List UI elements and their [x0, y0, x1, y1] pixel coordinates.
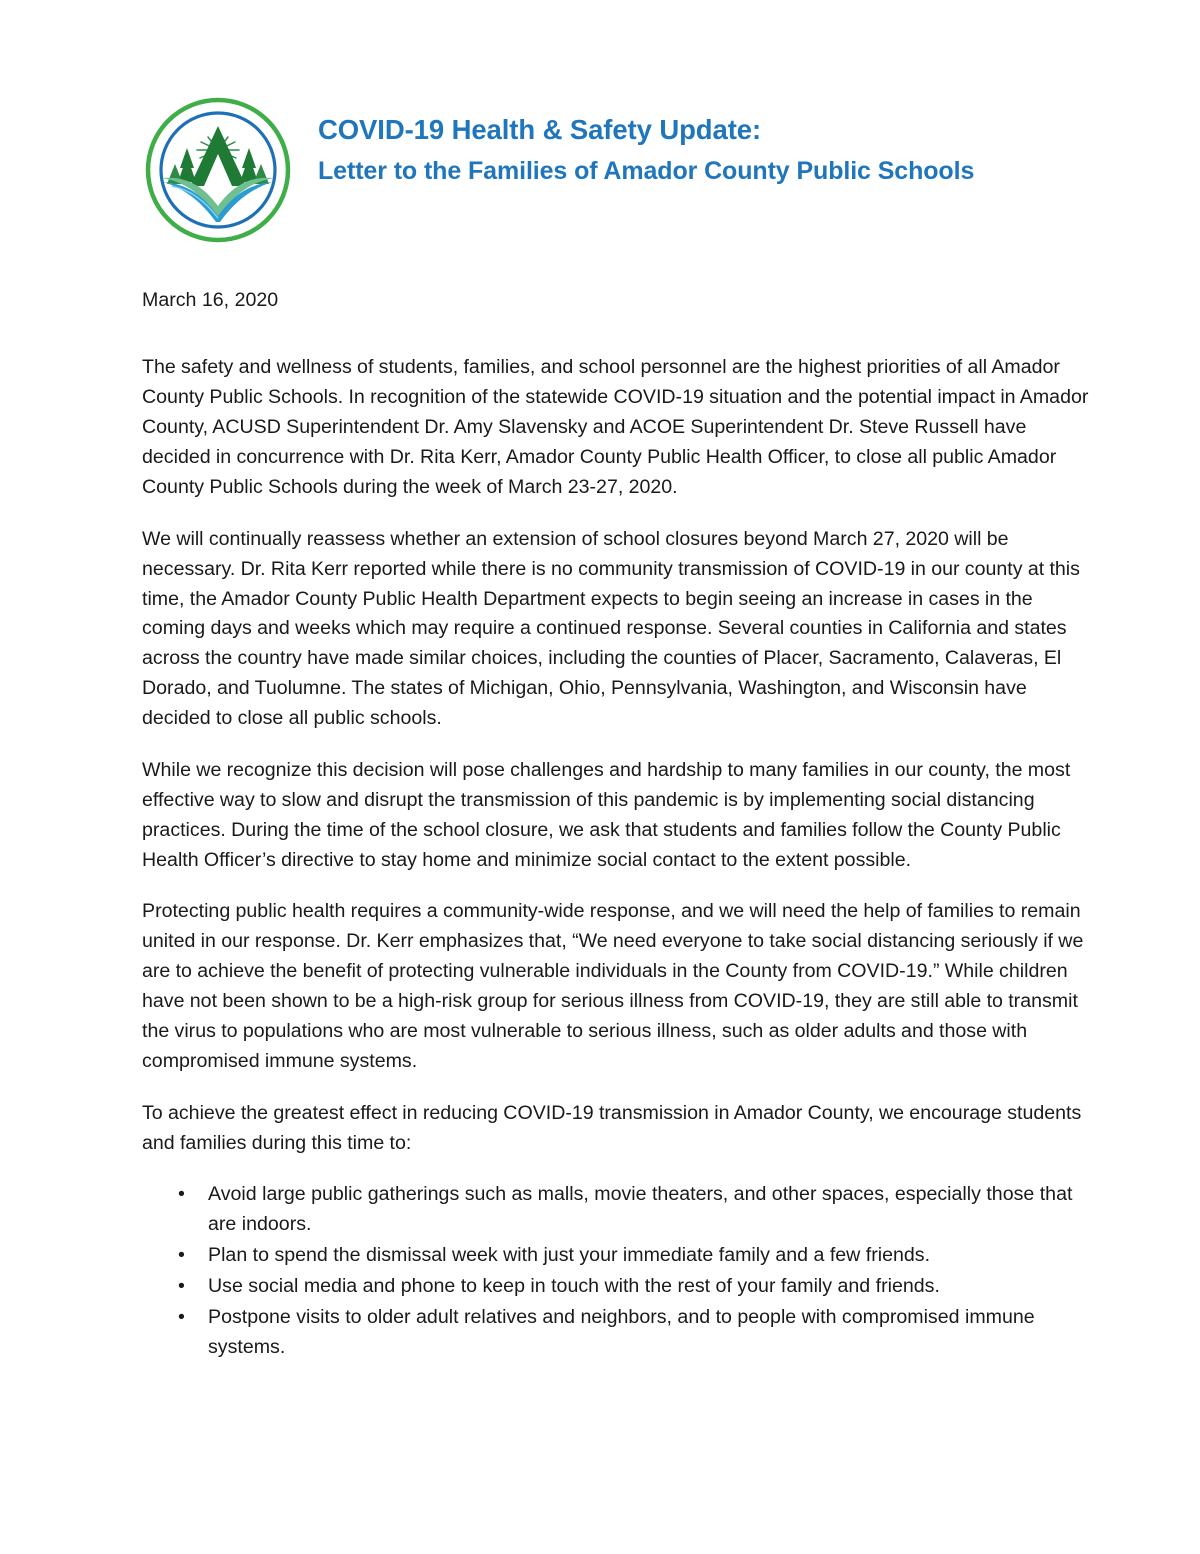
- letter-body: [142, 286, 1092, 1364]
- list-item: [142, 1241, 1092, 1271]
- paragraph-5: To achieve the greatest effect in reducing COVID-19 transmission in Amador County, we encourage students and families during this time to:: [142, 1101, 1082, 1154]
- bullet-icon: •: [178, 1275, 185, 1298]
- bullet-icon: •: [178, 1305, 185, 1328]
- bullet-icon: •: [178, 1183, 185, 1206]
- letter-date: March 16, 2020: [142, 289, 279, 311]
- amador-county-schools-logo: [142, 94, 294, 246]
- letterhead-header: [142, 90, 1092, 255]
- list-item-label: Use social media and phone to keep in touch with the rest of your family and friends.: [208, 1275, 940, 1298]
- list-item-label: Avoid large public gatherings such as malls, movie theaters, and other spaces, especially those that are indoors.: [208, 1183, 1073, 1236]
- page-title-primary: COVID-19 Health & Safety Update:: [318, 114, 762, 145]
- list-item: [142, 1303, 1092, 1363]
- recommendations-list: [142, 1180, 1092, 1362]
- list-item: [142, 1272, 1092, 1302]
- bullet-icon: •: [178, 1244, 185, 1267]
- page-title-secondary: Letter to the Families of Amador County Public Schools: [318, 157, 975, 186]
- list-item-label: Postpone visits to older adult relatives and neighbors, and to people with compromised immune systems.: [208, 1305, 1035, 1358]
- list-item-label: Plan to spend the dismissal week with just your immediate family and a few friends.: [208, 1244, 931, 1267]
- paragraph-4: Protecting public health requires a community-wide response, and we will need the help of families to remain united in our response. Dr. Kerr emphasizes that, “We need everyone to take social distancing seriously if we are to achieve the benefit of protecting vulnerable individuals in the County from COVID-19.” While children have not been shown to be a high-risk group for serious illness from COVID-19, they are still able to transmit the virus to populations who are most vulnerable to serious illness, such as older adults and those with compromised immune systems.: [142, 900, 1084, 1072]
- paragraph-1: The safety and wellness of students, families, and school personnel are the highest priorities of all Amador County Public Schools. In recognition of the statewide COVID-19 situation and the potential impact in Amador County, ACUSD Superintendent Dr. Amy Slavensky and ACOE Superintendent Dr. Steve Russell have decided in concurrence with Dr. Rita Kerr, Amador County Public Health Officer, to close all public Amador County Public Schools during the week of March 23-27, 2020.: [142, 356, 1089, 498]
- title-block: [318, 90, 974, 188]
- paragraph-3: While we recognize this decision will pose challenges and hardship to many families in our county, the most effective way to slow and disrupt the transmission of this pandemic is by implementing social distancing practices. During the time of the school closure, we ask that students and families follow the County Public Health Officer’s directive to stay home and minimize social contact to the extent possible.: [142, 758, 1071, 871]
- paragraph-2: We will continually reassess whether an extension of school closures beyond March 27, 2020 will be necessary. Dr. Rita Kerr reported while there is no community transmission of COVID-19 in our county at this time, the Amador County Public Health Department expects to begin seeing an increase in cases in the coming days and weeks which may require a continued response. Several counties in California and states across the country have made similar choices, including the counties of Placer, Sacramento, Calaveras, El Dorado, and Tuolumne. The states of Michigan, Ohio, Pennsylvania, Washington, and Wisconsin have decided to close all public schools.: [142, 527, 1080, 730]
- list-item: [142, 1180, 1092, 1240]
